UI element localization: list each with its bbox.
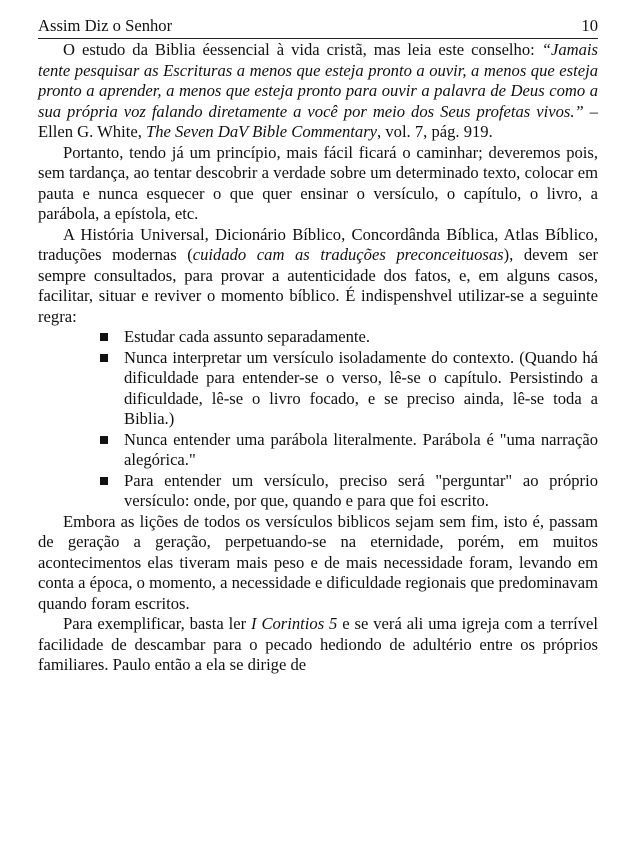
list-item [124, 471, 598, 512]
page-body [38, 40, 598, 676]
ellen-white-quote: “Jamais tente pesquisar as Escrituras a menos que esteja pronto a ouvir, a menos que esteja pronto a aprender, a menos que esteja pronto para ouvir a palavra de Deus como a sua própria voz falando diretamente a você por meio dos Seus profetas vivos.” [38, 40, 598, 121]
intro-lead: O estudo da Biblia éessencial à vida cristã, mas leia este conselho: [63, 40, 542, 59]
example-lead: Para exemplificar, basta ler [63, 614, 252, 633]
paragraph-lessons: Embora as lições de todos os versículos biblicos sejam sem fim, isto é, passam de geração a geração, perpetuando-se na eternidade, porém, em muitos acontecimentos elas tiveram mais peso e de mais necessidade foram, levando em conta a época, o momento, a necessidade e dificuldade regionais que predominavam quando foram escritos. [38, 511, 598, 613]
square-bullet-icon [100, 477, 108, 485]
rules-list [38, 327, 598, 512]
translation-caution: cuidado cam as traduções preconceituosas [192, 245, 504, 264]
rule-text: Nunca interpretar um versículo isoladamente do contexto. (Quando há dificuldade para entender-se o verso, lê-se o capítulo. Persistindo a dificuldade, lê-se o livro focado, e se preciso ainda, lê-se toda a Biblia.) [124, 347, 598, 428]
square-bullet-icon [100, 354, 108, 362]
resources-lead: A História Universal, Dicionário Bíblico, Concordânda Bíblica, Atlas Bíblico, traduções modernas ( [38, 224, 598, 264]
paragraph-intro [38, 40, 598, 143]
list-item [124, 348, 598, 430]
square-bullet-icon [100, 333, 108, 341]
paragraph-resources [38, 225, 598, 328]
list-item [124, 327, 598, 348]
rule-text: Nunca entender uma parábola literalmente. Parábola é "uma narração alegórica." [124, 429, 598, 469]
rule-text: Estudar cada assunto separadamente. [124, 327, 371, 346]
running-title: Assim Diz o Senhor [38, 16, 173, 35]
rule-text: Para entender um versículo, preciso será "perguntar" ao próprio versículo: onde, por que, quando e para que foi escrito. [124, 470, 598, 510]
quote-attribution: – Ellen G. White, [38, 101, 598, 141]
square-bullet-icon [100, 436, 108, 444]
page-header [38, 14, 598, 39]
paragraph-principle: Portanto, tendo já um princípio, mais fácil ficará o caminhar; deveremos pois, sem tardança, ao tentar descobrir a verdade sobre um determinado texto, colocar em pauta e nunca esquecer o que quer ensinar o versículo, o capítulo, o livro, a parábola, a epístola, etc. [38, 142, 598, 223]
paragraph-example [38, 614, 598, 676]
source-book-title: The Seven DaV Bible Commentary [146, 122, 378, 141]
resources-rest: ), devem ser sempre consultados, para provar a autenticidade dos fatos, e, em alguns casos, facilitar, situar e reviver o momento bíblico. É indispenshvel utilizar-se a seguinte regra: [38, 245, 598, 326]
example-rest: e se verá ali uma igreja com a terrível facilidade de descambar para o pecado hediondo de adultério entre os próprios familiares. Paulo então a ela se dirige de [38, 614, 598, 674]
page-number: 10 [581, 16, 598, 35]
list-item [124, 430, 598, 471]
bible-reference: I Corintios 5 [251, 614, 338, 633]
source-reference: , vol. 7, pág. 919. [377, 122, 493, 141]
